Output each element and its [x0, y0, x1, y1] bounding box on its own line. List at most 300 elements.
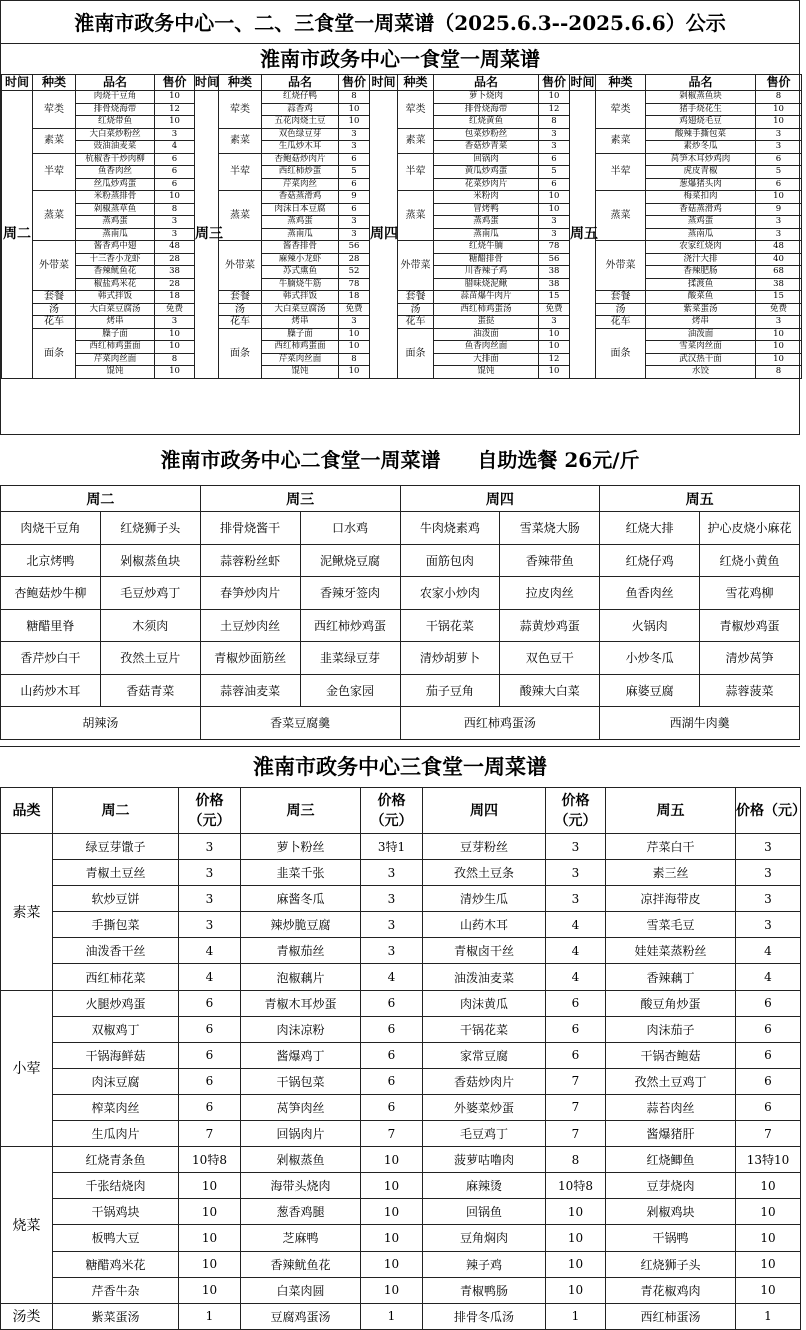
canteen1-dish-name: 芹菜肉丝面 [262, 353, 339, 366]
canteen2-dish: 蒜蓉油麦菜 [200, 674, 300, 707]
canteen1-dish-price: 48 [155, 241, 195, 254]
canteen1-row [2, 153, 802, 166]
canteen3-dish-name: 麻酱冬瓜 [241, 886, 361, 912]
canteen1-dish-name: 芹菜肉丝 [262, 178, 339, 191]
canteen3-dish-name: 青椒茄丝 [241, 938, 361, 964]
canteen2-dish: 韭菜绿豆芽 [300, 642, 400, 675]
canteen1-category-cell: 外带菜 [398, 241, 434, 291]
canteen1-dish-price: 28 [339, 253, 370, 266]
canteen2-menu-table [0, 485, 800, 740]
canteen3-dish-name: 青椒土豆丝 [53, 860, 179, 886]
canteen3-dish-price: 4 [546, 912, 606, 938]
canteen1-header-price: 售价 [756, 75, 802, 91]
canteen3-dish-price: 6 [361, 1068, 423, 1094]
canteen2-dish: 茄子豆角 [400, 674, 500, 707]
canteen3-header-category: 品类 [1, 788, 53, 834]
canteen1-dish-name: 蒸南瓜 [434, 228, 539, 241]
canteen3-dish-name: 剁椒蒸鱼 [241, 1147, 361, 1173]
canteen1-dish-price: 4 [155, 141, 195, 154]
canteen2-dish: 糖醋里脊 [1, 609, 101, 642]
canteen1-dish-name: 武汉热干面 [646, 353, 756, 366]
canteen3-dish-price: 6 [179, 1094, 241, 1120]
canteen1-category-cell: 素菜 [33, 128, 76, 153]
canteen1-dish-price: 5 [539, 166, 570, 179]
canteen3-dish-price: 10 [361, 1251, 423, 1277]
canteen1-dish-price: 6 [155, 153, 195, 166]
canteen1-dish-price: 9 [339, 191, 370, 204]
canteen1-dish-price: 10 [539, 91, 570, 104]
canteen1-dish-price: 3 [339, 128, 370, 141]
canteen3-category-cell: 素菜 [1, 834, 53, 991]
canteen1-category-cell: 汤 [219, 303, 262, 316]
canteen3-dish-name: 菠萝咕噜肉 [423, 1147, 546, 1173]
canteen2-row [1, 544, 800, 577]
canteen1-dish-price: 15 [756, 291, 802, 304]
canteen1-dish-price: 38 [155, 266, 195, 279]
canteen1-category-cell: 荤类 [398, 91, 434, 129]
canteen3-dish-name: 娃娃菜蒸粉丝 [606, 938, 736, 964]
canteen3-dish-price: 3 [179, 912, 241, 938]
canteen3-header-day: 周三 [241, 788, 361, 834]
canteen1-category-cell: 蒸菜 [398, 191, 434, 241]
canteen1-dish-name: 排骨烧海带 [434, 103, 539, 116]
canteen1-dish-name: 蒸南瓜 [646, 228, 756, 241]
canteen1-dish-name: 烤串 [76, 316, 155, 329]
canteen1-dish-name: 揉渡鱼 [646, 278, 756, 291]
canteen1-menu-table [1, 74, 802, 379]
canteen3-dish-price: 3 [361, 912, 423, 938]
canteen1-dish-price: 6 [756, 153, 802, 166]
canteen1-dish-price: 3 [756, 216, 802, 229]
canteen3-dish-name: 葱香鸡腿 [241, 1199, 361, 1225]
canteen2-dish: 杏鲍菇炒牛柳 [1, 577, 101, 610]
canteen1-dish-name: 虎皮青椒 [646, 166, 756, 179]
canteen1-dish-name: 香辣肥肠 [646, 266, 756, 279]
canteen2-dish: 口水鸡 [300, 512, 400, 545]
canteen1-dish-name: 蛋挞 [434, 316, 539, 329]
canteen1-dish-name: 紫菜蛋汤 [646, 303, 756, 316]
canteen1-dish-price: 10 [155, 91, 195, 104]
canteen3-dish-name: 辣炒脆豆腐 [241, 912, 361, 938]
canteen3-dish-price: 7 [736, 1121, 801, 1147]
canteen2-dish: 香辣带鱼 [500, 544, 600, 577]
page-main-title: 淮南市政务中心一、二、三食堂一周菜谱（2025.6.3--2025.6.6）公示 [0, 0, 800, 44]
canteen3-dish-name: 莴笋肉丝 [241, 1094, 361, 1120]
canteen2-dish: 雪花鸡柳 [700, 577, 800, 610]
canteen3-dish-price: 3 [546, 860, 606, 886]
canteen3-dish-price: 1 [736, 1303, 801, 1329]
canteen3-dish-price: 4 [179, 938, 241, 964]
canteen1-dish-price: 12 [539, 353, 570, 366]
canteen1-dish-price: 8 [155, 203, 195, 216]
canteen2-dish: 肉烧干豆角 [1, 512, 101, 545]
canteen2-dish: 蒜蓉菠菜 [700, 674, 800, 707]
canteen1-header-time: 时间 [570, 75, 595, 89]
canteen3-dish-name: 白菜肉圆 [241, 1277, 361, 1303]
canteen1-dish-price: 3 [339, 216, 370, 229]
canteen1-dish-name: 臊子面 [262, 328, 339, 341]
canteen3-dish-name: 肉沫黄瓜 [423, 990, 546, 1016]
canteen2-dish: 金色家园 [300, 674, 400, 707]
canteen1-category-cell: 花车 [596, 316, 646, 329]
canteen1-dish-name: 西红柿炒蛋 [262, 166, 339, 179]
canteen3-row [1, 1068, 801, 1094]
canteen1-category-cell: 面条 [33, 328, 76, 378]
canteen1-dish-name: 浇汁大排 [646, 253, 756, 266]
canteen1-dish-name: 馄饨 [434, 366, 539, 379]
canteen3-dish-name: 肉沫凉粉 [241, 1016, 361, 1042]
canteen1-dish-price: 3 [539, 141, 570, 154]
canteen1-dish-name: 大白菜豆腐汤 [262, 303, 339, 316]
canteen3-row [1, 1225, 801, 1251]
canteen3-dish-name: 萝卜粉丝 [241, 834, 361, 860]
canteen3-dish-price: 6 [546, 990, 606, 1016]
canteen1-category-cell: 面条 [398, 328, 434, 378]
canteen1-dish-name: 烤串 [646, 316, 756, 329]
canteen3-dish-price: 10 [736, 1251, 801, 1277]
canteen1-dish-price: 48 [756, 241, 802, 254]
canteen1-dish-price: 6 [339, 178, 370, 191]
canteen1-dish-name: 萝卜烧肉 [434, 91, 539, 104]
canteen2-dish: 火锅肉 [600, 609, 700, 642]
canteen3-row [1, 1016, 801, 1042]
canteen1-category-cell: 汤 [596, 303, 646, 316]
canteen1-dish-name: 大白菜豆腐汤 [76, 303, 155, 316]
canteen1-dish-price: 10 [539, 328, 570, 341]
canteen3-dish-price: 10 [736, 1277, 801, 1303]
canteen1-dish-name: 油泼面 [646, 328, 756, 341]
canteen1-dish-name: 杭椒香干炒肉柳 [76, 153, 155, 166]
canteen1-row [2, 91, 802, 104]
canteen1-dish-price: 8 [339, 91, 370, 104]
canteen3-dish-name: 泡椒藕片 [241, 964, 361, 990]
canteen3-dish-name: 肉沫茄子 [606, 1016, 736, 1042]
canteen1-dish-name: 西红柿鸡蛋面 [76, 341, 155, 354]
canteen2-dish: 鱼香肉丝 [600, 577, 700, 610]
canteen3-dish-name: 紫菜蛋汤 [53, 1303, 179, 1329]
canteen3-dish-name: 油泼油麦菜 [423, 964, 546, 990]
canteen1-dish-name: 水饺 [646, 366, 756, 379]
canteen2-dish: 干锅花菜 [400, 609, 500, 642]
canteen3-row [1, 964, 801, 990]
canteen3-dish-price: 10 [361, 1277, 423, 1303]
canteen1-dish-name: 香辣鱿鱼花 [76, 266, 155, 279]
canteen2-dish: 雪菜烧大肠 [500, 512, 600, 545]
canteen1-dish-name: 西红柿鸡蛋面 [262, 341, 339, 354]
canteen1-dish-price: 10 [339, 328, 370, 341]
canteen1-dish-name: 腊味烧泥鳅 [434, 278, 539, 291]
canteen3-header-price: 价格（元） [179, 788, 241, 834]
canteen1-day-label: 周五 [570, 91, 596, 379]
canteen1-dish-price: 10 [539, 203, 570, 216]
canteen3-dish-name: 火腿炒鸡蛋 [53, 990, 179, 1016]
canteen3-dish-name: 芝麻鸭 [241, 1225, 361, 1251]
canteen1-dish-name: 杏鲍菇炒肉片 [262, 153, 339, 166]
canteen3-row [1, 834, 801, 860]
canteen3-dish-price: 6 [736, 1042, 801, 1068]
canteen1-category-cell: 蒸菜 [33, 191, 76, 241]
canteen3-dish-price: 6 [179, 1042, 241, 1068]
canteen3-dish-name: 青椒卤干丝 [423, 938, 546, 964]
canteen1-dish-name: 花菜炒肉片 [434, 178, 539, 191]
canteen3-dish-name: 雪菜毛豆 [606, 912, 736, 938]
canteen1-dish-price: 5 [339, 166, 370, 179]
canteen1-dish-price: 10 [539, 366, 570, 379]
canteen2-dish: 小炒冬瓜 [600, 642, 700, 675]
canteen1-dish-price: 56 [539, 253, 570, 266]
canteen3-dish-price: 7 [361, 1121, 423, 1147]
canteen1-category-cell: 外带菜 [219, 241, 262, 291]
canteen3-dish-price: 3 [736, 860, 801, 886]
canteen1-dish-name: 酸辣手撕包菜 [646, 128, 756, 141]
canteen3-dish-name: 豆腐鸡蛋汤 [241, 1303, 361, 1329]
canteen3-dish-name: 豆角焖肉 [423, 1225, 546, 1251]
canteen2-dish: 泥鳅烧豆腐 [300, 544, 400, 577]
canteen2-dish: 红烧小黄鱼 [700, 544, 800, 577]
canteen3-dish-price: 6 [361, 990, 423, 1016]
canteen1-row [2, 191, 802, 204]
canteen2-subtitle: 自助选餐 26元/斤 [477, 448, 640, 472]
canteen3-dish-name: 回锅鱼 [423, 1199, 546, 1225]
canteen1-dish-price: 28 [155, 278, 195, 291]
canteen1-dish-price: 9 [756, 203, 802, 216]
canteen1-header-category: 种类 [33, 75, 76, 91]
canteen3-dish-name: 红烧青条鱼 [53, 1147, 179, 1173]
canteen3-dish-price: 1 [361, 1303, 423, 1329]
canteen1-dish-price: 3 [756, 316, 802, 329]
canteen3-dish-price: 3 [546, 886, 606, 912]
canteen1-dish-name: 红烧牛腩 [434, 241, 539, 254]
canteen1-dish-price: 10 [539, 191, 570, 204]
canteen3-dish-name: 糖醋鸡米花 [53, 1251, 179, 1277]
canteen3-dish-price: 3 [179, 886, 241, 912]
canteen1-dish-name: 猪手烧花生 [646, 103, 756, 116]
canteen1-dish-name: 馄饨 [76, 366, 155, 379]
canteen3-dish-price: 7 [546, 1068, 606, 1094]
canteen1-header-category: 种类 [219, 75, 262, 91]
canteen1-dish-price: 3 [155, 128, 195, 141]
canteen1-category-cell: 面条 [219, 328, 262, 378]
canteen3-dish-name: 青椒鸭肠 [423, 1277, 546, 1303]
canteen3-row [1, 1121, 801, 1147]
canteen2-title-line [0, 435, 800, 485]
canteen1-dish-price: 6 [539, 178, 570, 191]
canteen3-category-cell: 汤类 [1, 1303, 53, 1329]
canteen3-dish-price: 3 [736, 886, 801, 912]
canteen1-dish-name: 麻辣小龙虾 [262, 253, 339, 266]
canteen3-dish-price: 3 [179, 834, 241, 860]
canteen3-dish-name: 干锅杏鲍菇 [606, 1042, 736, 1068]
canteen2-dish: 西红柿炒鸡蛋 [300, 609, 400, 642]
canteen1-dish-price: 6 [339, 203, 370, 216]
canteen2-dish: 农家小炒肉 [400, 577, 500, 610]
canteen3-dish-price: 4 [546, 964, 606, 990]
canteen3-dish-name: 香辣藕丁 [606, 964, 736, 990]
canteen1-dish-price: 免费 [756, 303, 802, 316]
canteen3-header-day: 周二 [53, 788, 179, 834]
canteen1-category-cell: 花车 [33, 316, 76, 329]
canteen1-header-price: 售价 [539, 75, 570, 91]
canteen1-category-cell: 蒸菜 [596, 191, 646, 241]
canteen3-dish-price: 1 [546, 1303, 606, 1329]
canteen1-dish-name: 黄瓜炒鸡蛋 [434, 166, 539, 179]
canteen3-dish-price: 6 [736, 1016, 801, 1042]
canteen1-dish-price: 8 [155, 353, 195, 366]
canteen2-title: 淮南市政务中心二食堂一周菜谱 [160, 448, 441, 472]
canteen2-soup: 西湖牛肉羹 [600, 707, 800, 740]
canteen3-dish-price: 3 [546, 834, 606, 860]
canteen1-dish-price: 52 [339, 266, 370, 279]
canteen2-dish: 拉皮肉丝 [500, 577, 600, 610]
canteen2-dish: 红烧大排 [600, 512, 700, 545]
canteen1-category-cell: 套餐 [596, 291, 646, 304]
canteen2-dish: 剁椒蒸鱼块 [100, 544, 200, 577]
canteen3-dish-name: 排骨冬瓜汤 [423, 1303, 546, 1329]
canteen3-row [1, 1251, 801, 1277]
canteen3-dish-price: 10 [546, 1251, 606, 1277]
canteen2-row [1, 609, 800, 642]
canteen3-dish-price: 6 [736, 1068, 801, 1094]
canteen3-row [1, 1303, 801, 1329]
canteen2-dish: 木须肉 [100, 609, 200, 642]
canteen1-dish-name: 红烧黄鱼 [434, 116, 539, 129]
canteen3-dish-price: 6 [736, 1094, 801, 1120]
canteen3-menu-table [0, 787, 806, 1330]
canteen1-dish-price: 18 [339, 291, 370, 304]
canteen3-dish-price: 10 [361, 1173, 423, 1199]
canteen1-dish-name: 烤串 [262, 316, 339, 329]
canteen1-dish-price: 6 [756, 178, 802, 191]
canteen1-dish-name: 农家红烧肉 [646, 241, 756, 254]
canteen1-header-name: 品名 [262, 75, 339, 91]
canteen3-dish-price: 3 [361, 938, 423, 964]
canteen2-dish: 面筋包肉 [400, 544, 500, 577]
canteen1-dish-price: 28 [155, 253, 195, 266]
canteen1-category-cell: 荤类 [33, 91, 76, 129]
canteen1-category-cell: 面条 [596, 328, 646, 378]
canteen3-dish-price: 7 [179, 1121, 241, 1147]
canteen1-dish-name: 芹菜肉丝面 [76, 353, 155, 366]
canteen2-dish: 清炒胡萝卜 [400, 642, 500, 675]
canteen3-dish-name: 孜然土豆条 [423, 860, 546, 886]
canteen3-dish-name: 干锅包菜 [241, 1068, 361, 1094]
canteen1-dish-name: 川香辣子鸡 [434, 266, 539, 279]
canteen1-dish-price: 68 [756, 266, 802, 279]
canteen1-dish-price: 3 [339, 141, 370, 154]
canteen1-category-cell: 花车 [219, 316, 262, 329]
canteen3-dish-name: 外婆菜炒蛋 [423, 1094, 546, 1120]
canteen1-dish-name: 香菇炒青菜 [434, 141, 539, 154]
canteen1-dish-name: 肉沫日本豆腐 [262, 203, 339, 216]
canteen3-dish-name: 香菇炒肉片 [423, 1068, 546, 1094]
canteen2-soup: 香菜豆腐羹 [200, 707, 400, 740]
canteen1-dish-name: 酱香排骨 [262, 241, 339, 254]
canteen1-dish-name: 馄饨 [262, 366, 339, 379]
canteen1-dish-price: 12 [155, 103, 195, 116]
canteen3-dish-price: 8 [546, 1147, 606, 1173]
canteen3-dish-name: 肉沫豆腐 [53, 1068, 179, 1094]
canteen3-dish-price: 10 [736, 1225, 801, 1251]
canteen1-dish-price: 6 [155, 166, 195, 179]
canteen3-dish-price: 7 [546, 1121, 606, 1147]
canteen3-dish-name: 青花椒鸡肉 [606, 1277, 736, 1303]
canteen3-header-day: 周五 [606, 788, 736, 834]
canteen1-dish-price: 3 [539, 128, 570, 141]
canteen1-dish-price: 10 [756, 341, 802, 354]
canteen1-dish-price: 40 [756, 253, 802, 266]
canteen3-dish-price: 10特8 [179, 1147, 241, 1173]
canteen1-dish-name: 排骨烧海带 [76, 103, 155, 116]
canteen3-header-price: 价格（元） [361, 788, 423, 834]
canteen2-row [1, 674, 800, 707]
canteen1-dish-price: 3 [155, 316, 195, 329]
canteen3-dish-price: 10 [546, 1277, 606, 1303]
canteen1-header-time: 时间 [371, 75, 396, 89]
canteen2-day-header: 周五 [600, 486, 800, 512]
canteen2-dish: 清炒莴笋 [700, 642, 800, 675]
canteen3-dish-price: 6 [179, 990, 241, 1016]
canteen2-dish: 山药炒木耳 [1, 674, 101, 707]
canteen2-day-header: 周四 [400, 486, 600, 512]
canteen3-dish-name: 麻辣烫 [423, 1173, 546, 1199]
canteen3-category-cell: 小荤 [1, 990, 53, 1147]
canteen3-dish-price: 6 [361, 1042, 423, 1068]
canteen1-dish-name: 大白菜炒粉丝 [76, 128, 155, 141]
canteen1-dish-name: 蒸鸡蛋 [76, 216, 155, 229]
canteen1-day-label: 周三 [195, 91, 219, 379]
canteen3-row [1, 1277, 801, 1303]
canteen1-category-cell: 外带菜 [33, 241, 76, 291]
canteen3-row [1, 938, 801, 964]
canteen3-dish-price: 6 [361, 1094, 423, 1120]
canteen3-dish-name: 韭菜千张 [241, 860, 361, 886]
canteen2-dish: 排骨烧酱干 [200, 512, 300, 545]
canteen3-dish-name: 凉拌海带皮 [606, 886, 736, 912]
canteen1-dish-name: 梅菜扣肉 [646, 191, 756, 204]
canteen1-dish-price: 免费 [155, 303, 195, 316]
canteen3-dish-name: 干锅花菜 [423, 1016, 546, 1042]
canteen3-dish-price: 6 [546, 1016, 606, 1042]
canteen1-dish-price: 3 [539, 228, 570, 241]
canteen2-dish: 护心皮烧小麻花 [700, 512, 800, 545]
canteen3-dish-name: 豆芽烧肉 [606, 1173, 736, 1199]
canteen1-dish-price: 3 [339, 228, 370, 241]
canteen3-header-price: 价格（元） [736, 788, 801, 834]
canteen3-dish-name: 干锅鸭 [606, 1225, 736, 1251]
canteen1-dish-name: 双色绿豆芽 [262, 128, 339, 141]
canteen1-dish-price: 10 [756, 116, 802, 129]
canteen1-dish-name: 回锅肉 [434, 153, 539, 166]
canteen1-dish-name: 韩式拌饭 [76, 291, 155, 304]
canteen1-category-cell: 汤 [398, 303, 434, 316]
canteen1-dish-name: 豉油油麦菜 [76, 141, 155, 154]
canteen1-dish-name: 包菜炒粉丝 [434, 128, 539, 141]
canteen1-dish-price: 10 [339, 341, 370, 354]
canteen1-dish-name: 米粉肉 [434, 191, 539, 204]
canteen3-dish-name: 清炒生瓜 [423, 886, 546, 912]
canteen1-header-time: 时间 [195, 75, 220, 89]
canteen3-dish-price: 7 [546, 1094, 606, 1120]
canteen1-dish-price: 56 [339, 241, 370, 254]
canteen1-dish-name: 臊子面 [76, 328, 155, 341]
canteen3-dish-name: 海带头烧肉 [241, 1173, 361, 1199]
canteen1-dish-price: 10 [339, 366, 370, 379]
canteen3-row [1, 990, 801, 1016]
canteen1-dish-price: 38 [539, 278, 570, 291]
canteen1-header-name: 品名 [76, 75, 155, 91]
canteen1-category-cell: 素菜 [596, 128, 646, 153]
canteen1-dish-price: 6 [155, 178, 195, 191]
